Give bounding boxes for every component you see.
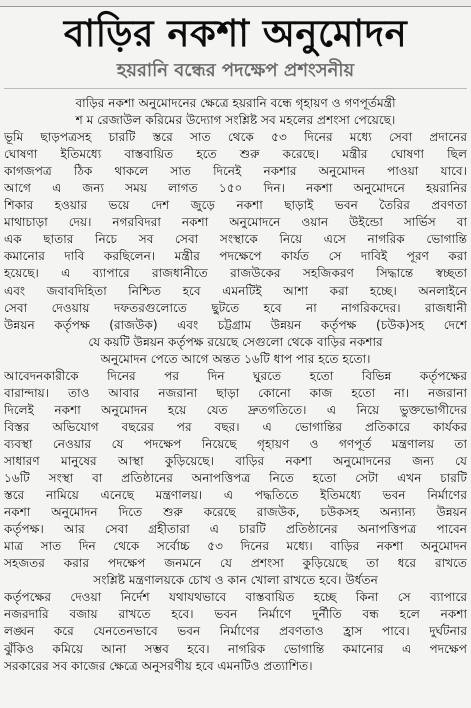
text-line: যে কয়টি উন্নয়ন কর্তৃপক্ষ রয়েছে সেগুলো থেকে বাড়ির নকশার [88, 334, 383, 349]
text-line: অনুমোদন পেতে আগে অন্তত ১৬টি ধাপ পার হতে হতো। [100, 351, 371, 366]
text-line: ১৬টি সংস্থা বা প্রতিষ্ঠানের অনাপত্তিপত্র নিতে হতো সেটা এখন চারটি [4, 471, 467, 486]
text-line: উন্নয়ন কর্তৃপক্ষ (রাজউক) এবং চট্টগ্রাম উন্নয়ন কর্তৃপক্ষ (চউক)সহ দেশে [4, 317, 467, 332]
text-line: এবং জবাবদিহিতা নিশ্চিত হবে এমনটিই আশা করা হচ্ছে। অনলাইনে [4, 283, 467, 298]
text-line: দিলেই নকশা অনুমোদন হয়ে যেত দ্রুতগতিতে। এ নিয়ে ভুক্তভোগীদের [4, 402, 467, 417]
text-line: সেবা দেওয়ায় দফতরগুলোতে ছুটতে হবে না নাগরিকদের। রাজধানী [4, 300, 467, 315]
article-body [4, 95, 467, 675]
text-line: হয়েছে। এ ব্যাপারে রাজধানীতে রাজউকের সহজিকরণ সিদ্ধান্তে স্বচ্ছতা [4, 266, 467, 281]
text-line: বারান্দায়। তাও আবার নজরানা ছাড়া কোনো কাজ হতো না। নজরানা [4, 385, 467, 400]
text-line: স্তরে নামিয়ে এনেছে মন্ত্রণালয়। এ পদ্ধতিতে ইতিমধ্যে ভবন নির্মাণের [4, 488, 467, 503]
text-line: কর্তৃপক্ষের দেওয়া নির্দেশ যথাযথভাবে বাস্তবায়িত হচ্ছে কিনা সে ব্যাপারে [4, 590, 467, 605]
text-line: নকশা অনুমোদন দিতে শুরু করেছে রাজউক, চউকসহ অন্যান্য উন্নয়ন [4, 505, 467, 520]
text-line: সরকারের সব কাজের ক্ষেত্রে অনুসরণীয় হবে এমনটিও প্রত্যাশিত। [4, 658, 313, 673]
text-line: লঙ্ঘন করে যেনতেনভাবে ভবন নির্মাণের প্রবণতাও হ্রাস পাবে। দুর্ঘটনার [4, 624, 467, 639]
text-line: বিস্তর অভিযোগ বছরের পর বছর। এ ভোগান্তির প্রতিকারে কার্যকর [4, 419, 467, 434]
text-line: শ ম রেজাউল করিমের উদ্যোগ সংশ্লিষ্ট সব মহলের প্রশংসা পেয়েছে। [75, 113, 396, 128]
text-line: এক ছাতার নিচে সব সেবা সংস্থাকে নিয়ে এসে নাগরিক ভোগান্তি [4, 232, 467, 247]
text-line: সাধারণ মানুষের আস্থা কুড়িয়েছে। বাড়ির নকশা অনুমোদনের জন্য যে [4, 453, 467, 468]
text-line: সহজতর করার পদক্ষেপ জনমনে যে প্রশংসা কুড়িয়েছে তা ধরে রাখতে [4, 556, 467, 571]
text-line: শিকার হওয়ার ভয়ে দেশ জুড়ে নকশা ছাড়াই ভবন তৈরির প্রবণতা [4, 198, 467, 213]
divider [4, 88, 467, 89]
text-line: বাড়ির নকশা অনুমোদনের ক্ষেত্রে হয়রানি বন্ধে গৃহায়ণ ও গণপূর্তমন্ত্রী [75, 96, 396, 110]
text-line: কাগজপত্র ঠিক থাকলে সাত দিনেই নকশার অনুমোদন পাওয়া যাবে। [4, 164, 467, 179]
text-line: কর্তৃপক্ষ। আর সেবা গ্রহীতারা এ চারটি প্রতিষ্ঠানের অনাপত্তিপত্র পাবেন [4, 522, 467, 537]
subheadline: হয়রানি বন্ধের পদক্ষেপ প্রশংসনীয় [116, 60, 355, 81]
clipped-previous-text [0, 0, 471, 7]
headline: বাড়ির নকশা অনুমোদন [63, 11, 408, 55]
text-line: মাথাচাড়া দেয়। নগরবিদরা নকশা অনুমোদনে ওয়ান উইন্ডো সার্ভিস বা [4, 215, 467, 230]
text-line: ঘোষণা ইতিমধ্যে বাস্তবায়িত হতে শুরু করেছে। মন্ত্রীর ঘোষণা ছিল [4, 147, 467, 162]
text-line: সংশ্লিষ্ট মন্ত্রণালয়কে চোখ ও কান খোলা রাখতে হবে। উর্ধতন [93, 573, 378, 588]
text-line: আবেদনকারীকে দিনের পর দিন ঘুরতে হতো বিভিন্ন কর্তৃপক্ষের [4, 368, 467, 383]
text-line: ভূমি ছাড়পত্রসহ চারটি স্তরে সাত থেকে ৫৩ দিনের মধ্যে সেবা প্রদানের [4, 130, 467, 145]
text-line: নজরদারি বজায় রাখতে হবে। ভবন নির্মাণে দুর্নীতি বন্ধ হলে নকশা [4, 607, 467, 622]
text-line: মাত্র সাত দিন থেকে সর্বোচ্চ ৫৩ দিনের মধ্যে। বাড়ির নকশা অনুমোদন [4, 539, 467, 554]
text-line: আগে এ জন্য সময় লাগত ১৫০ দিন। নকশা অনুমোদনে হয়রানির [4, 181, 467, 196]
text-line: কমানোর দাবি করছিলেন। মন্ত্রীর পদক্ষেপে কার্যত সে দাবিই পূরণ করা [4, 249, 467, 264]
text-line: ঝুঁকিও কমিয়ে আনা সম্ভব হবে। নাগরিক ভোগান্তি কমানোর এ পদক্ষেপ [4, 641, 467, 656]
text-line: ব্যবস্থা নেওয়ার যে পদক্ষেপ নিয়েছে গৃহায়ণ ও গণপূর্ত মন্ত্রণালয় তা [4, 436, 467, 451]
